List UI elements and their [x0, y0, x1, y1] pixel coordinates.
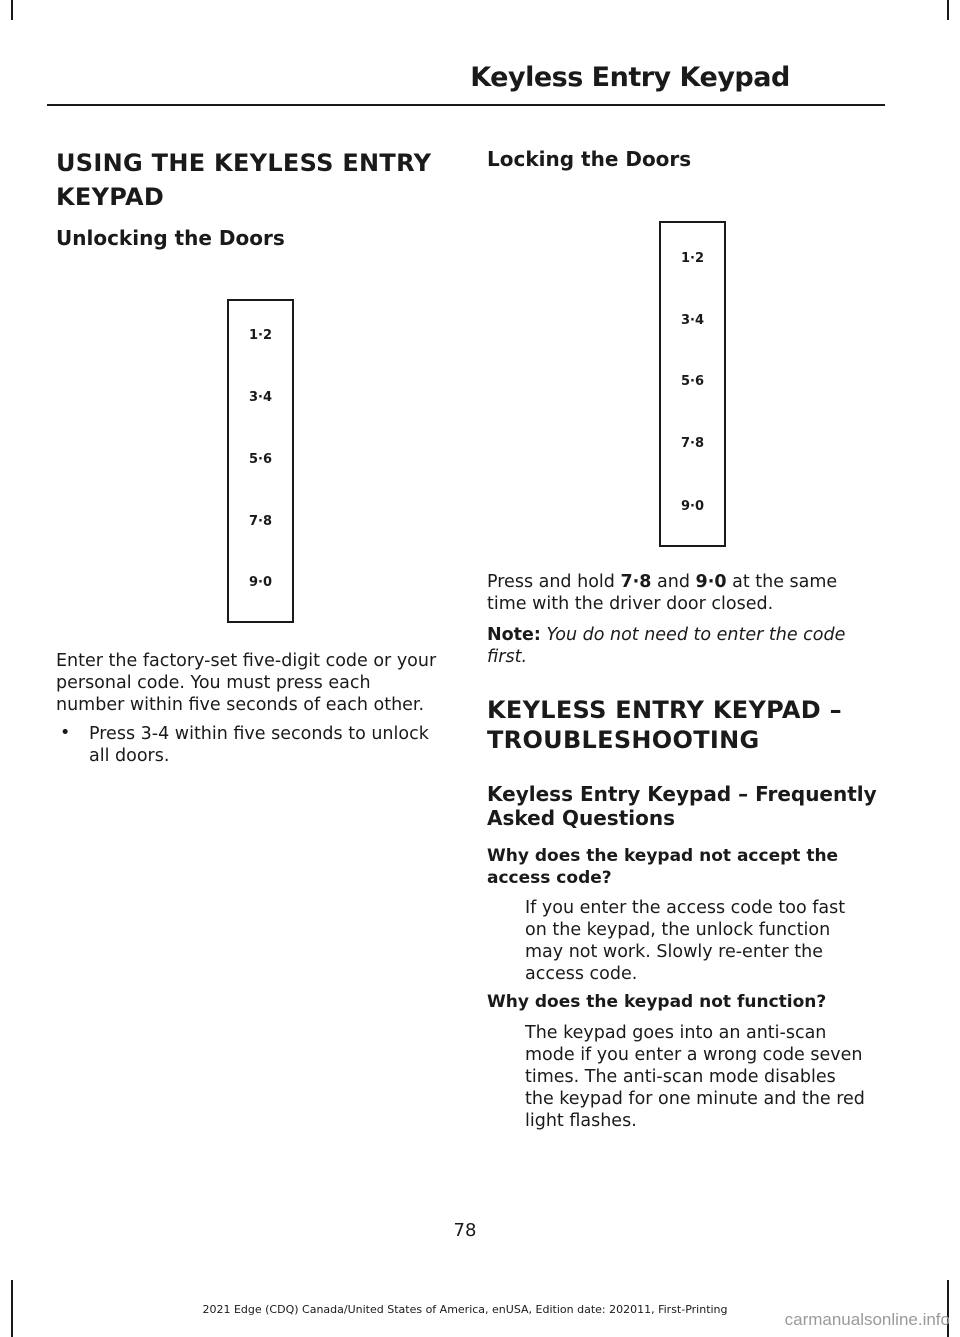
keypad-key-3-4: 3·4 — [248, 390, 273, 405]
note — [487, 624, 887, 668]
faq-answer-2 — [525, 1022, 885, 1132]
faq-title-line2: Asked Questions — [487, 806, 675, 830]
unlocking-heading: Unlocking the Doors — [56, 226, 285, 250]
question-line: access code? — [487, 868, 612, 888]
unlock-keypad-illustration — [227, 299, 294, 623]
answer-line: The keypad goes into an anti-scan — [525, 1023, 827, 1043]
section-title-line2: KEYPAD — [56, 183, 165, 211]
press-suffix: at the same — [726, 572, 838, 592]
crop-mark-top-right — [947, 0, 949, 20]
paragraph-line: personal code. You must press each — [56, 673, 371, 693]
left-column — [56, 146, 451, 214]
watermark: carmanualsonline.info — [784, 1310, 950, 1329]
press-line-2: time with the driver door closed. — [487, 594, 774, 614]
press-line — [487, 571, 887, 593]
page-header-title: Keyless Entry Keypad — [470, 62, 790, 93]
answer-line: light flashes. — [525, 1111, 637, 1131]
lock-keypad-illustration — [659, 221, 726, 547]
answer-line: If you enter the access code too fast — [525, 898, 846, 918]
keypad-key-9-0: 9·0 — [680, 499, 705, 514]
lock-instructions — [487, 571, 887, 615]
question-line: Why does the keypad not accept the — [487, 846, 839, 866]
answer-line: times. The anti-scan mode disables — [525, 1067, 836, 1087]
bullet-marker: • — [60, 723, 71, 743]
keypad-key-1-2: 1·2 — [248, 328, 273, 343]
bullet-text-line: all doors. — [89, 746, 170, 766]
troubleshooting-section-title — [487, 694, 887, 756]
keypad-key-5-6: 5·6 — [680, 374, 705, 389]
faq-question-1 — [487, 845, 887, 889]
faq-title-line1: Keyless Entry Keypad – Frequently — [487, 782, 877, 806]
keypad-key-7-8: 7·8 — [680, 436, 705, 451]
bullet-item — [89, 723, 454, 767]
section2-title-line2: TROUBLESHOOTING — [487, 726, 760, 754]
note-line-1 — [487, 624, 887, 646]
note-label: Note: — [487, 625, 541, 645]
paragraph-line: number within five seconds of each other. — [56, 695, 425, 715]
section-title-line1: USING THE KEYLESS ENTRY — [56, 149, 432, 177]
press-prefix: Press and hold — [487, 572, 621, 592]
note-line-2: first. — [487, 647, 528, 667]
answer-line: on the keypad, the unlock function — [525, 920, 831, 940]
crop-mark-top-left — [11, 0, 13, 20]
key-7-8-label: 7·8 — [620, 572, 652, 592]
locking-heading: Locking the Doors — [487, 147, 692, 171]
answer-line: mode if you enter a wrong code seven — [525, 1045, 863, 1065]
keypad-key-5-6: 5·6 — [248, 452, 273, 467]
header-divider — [47, 104, 885, 106]
paragraph-line: Enter the factory-set five-digit code or your — [56, 651, 437, 671]
keypad-key-9-0: 9·0 — [248, 575, 273, 590]
answer-line: the keypad for one minute and the red — [525, 1089, 865, 1109]
unlock-instructions — [56, 650, 451, 716]
keypad-key-1-2: 1·2 — [680, 251, 705, 266]
section2-title-line1: KEYLESS ENTRY KEYPAD – — [487, 696, 842, 724]
faq-question-2: Why does the keypad not function? — [487, 992, 827, 1012]
press-and: and — [651, 572, 696, 592]
answer-line: may not work. Slowly re-enter the — [525, 942, 824, 962]
keypad-key-7-8: 7·8 — [248, 514, 273, 529]
key-9-0-label: 9·0 — [695, 572, 727, 592]
bullet-text-line: Press 3-4 within five seconds to unlock — [89, 724, 429, 744]
faq-answer-1 — [525, 897, 885, 985]
faq-heading — [487, 782, 887, 830]
answer-line: access code. — [525, 964, 638, 984]
note-text: You do not need to enter the code — [540, 625, 846, 645]
keypad-key-3-4: 3·4 — [680, 313, 705, 328]
edition-footer: 2021 Edge (CDQ) Canada/United States of America, enUSA, Edition date: 202011, First-Printing — [202, 1303, 728, 1316]
page-number: 78 — [453, 1220, 477, 1241]
